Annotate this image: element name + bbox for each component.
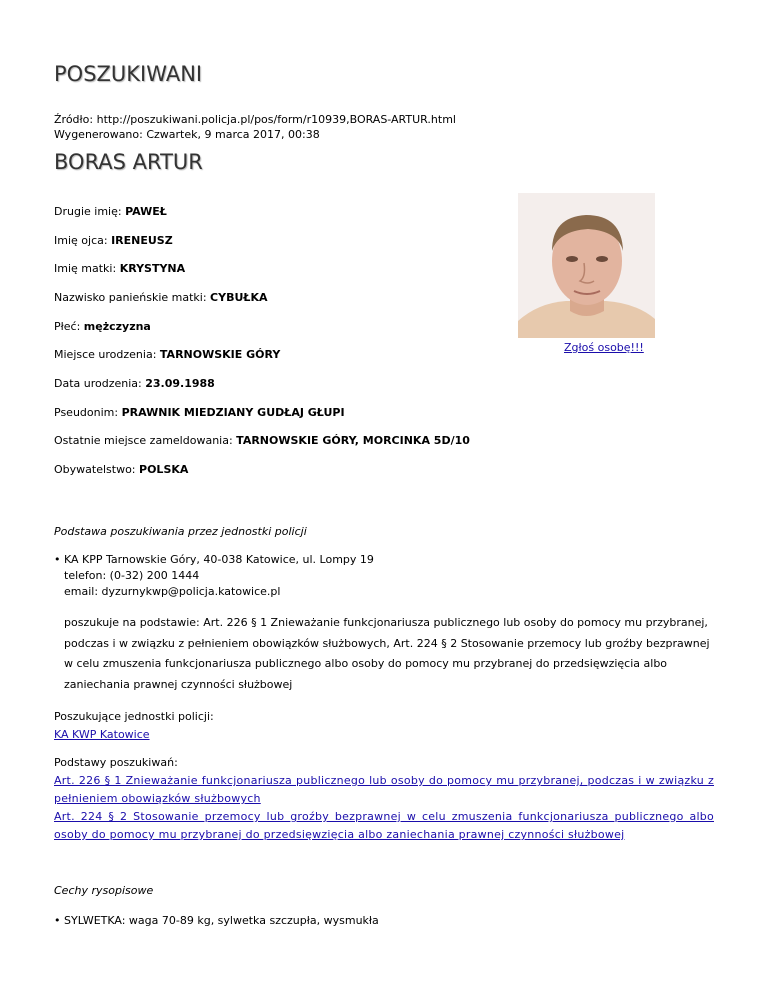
field-citizenship xyxy=(54,463,188,476)
field-value: mężczyzna xyxy=(83,320,151,333)
unit-details xyxy=(64,552,724,600)
source-label: Źródło: xyxy=(54,113,94,126)
field-label: Miejsce urodzenia: xyxy=(54,348,157,361)
bullet-dot: • xyxy=(54,553,61,566)
field-label: Imię matki: xyxy=(54,262,117,275)
unit-phone: telefon: (0-32) 200 1444 xyxy=(64,569,200,582)
person-name: BORAS ARTUR xyxy=(54,150,203,174)
field-value: PRAWNIK MIEDZIANY GUDŁAJ GŁUPI xyxy=(121,406,345,419)
unit-address: KA KPP Tarnowskie Góry, 40-038 Katowice, ul. Lompy 19 xyxy=(64,553,374,566)
field-value: 23.09.1988 xyxy=(145,377,215,390)
person-photo-illustration xyxy=(518,193,655,338)
description-heading: Cechy rysopisowe xyxy=(54,884,154,897)
bullet-dot: • xyxy=(54,914,61,927)
ground-link-2-wrap xyxy=(54,808,714,844)
field-birthdate xyxy=(54,377,215,390)
field-value: TARNOWSKIE GÓRY xyxy=(159,348,281,361)
site-title: POSZUKIWANI xyxy=(54,62,203,86)
field-value: POLSKA xyxy=(139,463,189,476)
generated-label: Wygenerowano: xyxy=(54,128,143,141)
field-label: Nazwisko panieńskie matki: xyxy=(54,291,207,304)
unit-list-item xyxy=(54,552,724,600)
field-value: IRENEUSZ xyxy=(111,234,173,247)
field-sex xyxy=(54,320,151,333)
searching-units-label: Poszukujące jednostki policji: xyxy=(54,710,214,723)
source-url: http://poszukiwani.policja.pl/pos/form/r10939,BORAS-ARTUR.html xyxy=(96,113,456,126)
field-value: TARNOWSKIE GÓRY, MORCINKA 5D/10 xyxy=(236,434,470,447)
report-person-link[interactable]: Zgłoś osobę!!! xyxy=(564,341,644,354)
search-grounds-label: Podstawy poszukiwań: xyxy=(54,756,178,769)
field-value: PAWEŁ xyxy=(125,205,167,218)
person-photo xyxy=(518,193,655,338)
field-nickname xyxy=(54,406,345,419)
basis-heading: Podstawa poszukiwania przez jednostki policji xyxy=(54,525,307,538)
searching-unit-link[interactable]: KA KWP Katowice xyxy=(54,728,150,741)
field-father-name xyxy=(54,234,173,247)
field-middle-name xyxy=(54,205,167,218)
field-birthplace xyxy=(54,348,280,361)
field-last-residence xyxy=(54,434,470,447)
field-label: Płeć: xyxy=(54,320,81,333)
ground-link-1-wrap xyxy=(54,772,714,808)
ground-link-art-224[interactable]: Art. 224 § 2 Stosowanie przemocy lub groźby bezprawnej w celu zmuszenia funkcjonariusza publicznego albo osoby do pomocy mu przybranej do przedsięwzięcia albo zaniechania prawnej czynności służbowej xyxy=(54,810,714,841)
unit-email: email: dyzurnykwp@policja.katowice.pl xyxy=(64,585,281,598)
generated-line xyxy=(54,127,456,142)
meta-info xyxy=(54,112,456,142)
field-label: Drugie imię: xyxy=(54,205,122,218)
field-label: Imię ojca: xyxy=(54,234,108,247)
field-label: Pseudonim: xyxy=(54,406,119,419)
field-mother-name xyxy=(54,262,185,275)
field-value: KRYSTYNA xyxy=(119,262,186,275)
field-label: Ostatnie miejsce zameldowania: xyxy=(54,434,233,447)
field-value: CYBUŁKA xyxy=(210,291,268,304)
search-grounds xyxy=(54,754,714,844)
ground-link-art-226[interactable]: Art. 226 § 1 Znieważanie funkcjonariusza publicznego lub osoby do pomocy mu przybranej, podczas i w związku z pełnieniem obowiązków służbowych xyxy=(54,774,714,805)
field-mother-maiden-name xyxy=(54,291,268,304)
description-item-text: SYLWETKA: waga 70-89 kg, sylwetka szczupła, wysmukła xyxy=(64,914,379,927)
generated-date: Czwartek, 9 marca 2017, 00:38 xyxy=(146,128,320,141)
source-line xyxy=(54,112,456,127)
searching-units xyxy=(54,708,714,744)
description-list-item xyxy=(54,913,724,929)
legal-basis-text: poszukuje na podstawie: Art. 226 § 1 Znieważanie funkcjonariusza publicznego lub osoby do pomocy mu przybranej, podczas i w związku z pełnieniem obowiązków służbowych, Art. 224 § 2 Stosowanie przemocy lub groźby bezprawnej w celu zmuszenia funkcjonariusza publicznego albo osoby do pomocy mu przybranej do przedsięwzięcia albo zaniechania prawnej czynności służbowej xyxy=(64,616,710,691)
field-label: Obywatelstwo: xyxy=(54,463,136,476)
field-label: Data urodzenia: xyxy=(54,377,142,390)
